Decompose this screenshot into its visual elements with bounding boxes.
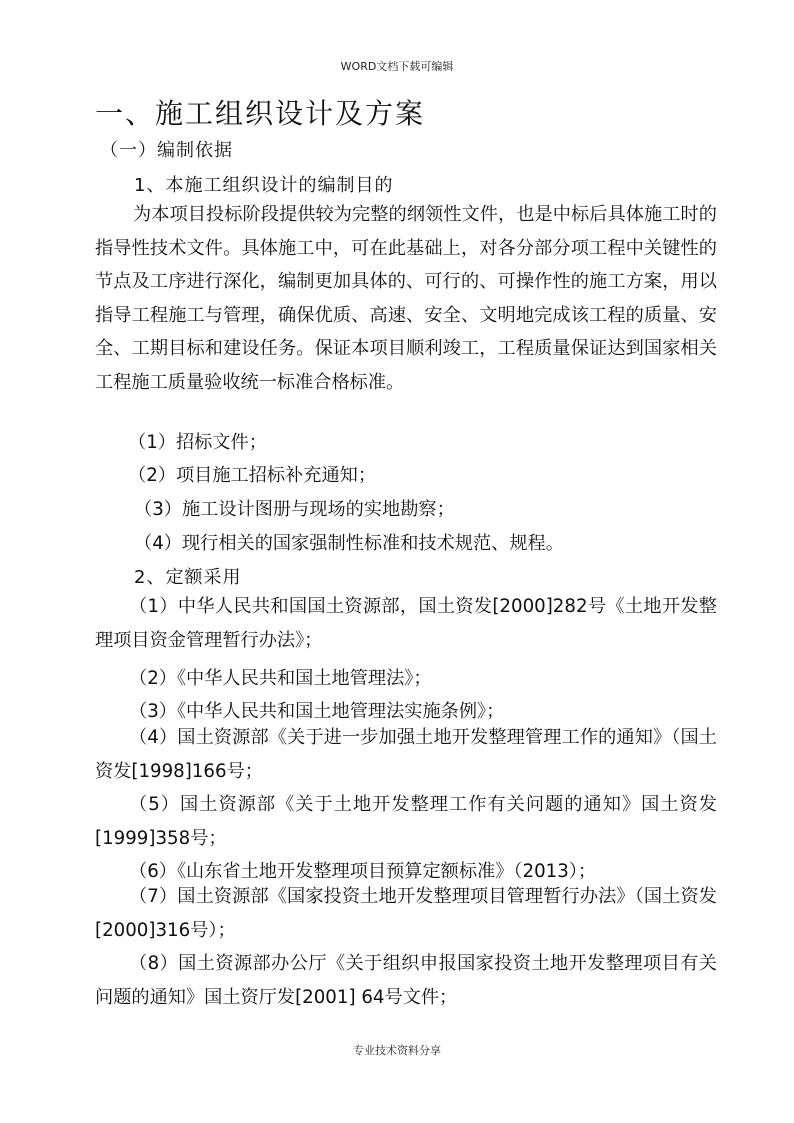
subsection-heading-purpose: 1、本施工组织设计的编制目的 [134, 175, 394, 196]
quota-item: （7）国土资源部《国家投资土地开发整理项目管理暂行办法》（国土资发[2000]316号）； [95, 886, 717, 941]
quota-item: （6）《山东省土地开发整理项目预算定额标准》（2013）； [129, 861, 597, 882]
subsection-heading-quota: 2、定额采用 [134, 567, 242, 588]
chapter-title: 一、施工组织设计及方案 [95, 97, 426, 130]
basis-item: （1）招标文件； [128, 432, 267, 453]
basis-item: （2）项目施工招标补充通知； [128, 465, 377, 486]
quota-item: （5）国土资源部《关于土地开发整理工作有关问题的通知》国土资发[1999]358号； [95, 794, 717, 849]
basis-item: （3）施工设计图册与现场的实地勘察； [134, 499, 455, 520]
page-footer: 专业技术资料分享 [353, 1044, 441, 1057]
section-heading: （一）编制依据 [100, 140, 233, 161]
page-header: WORD文档下载可编辑 [340, 60, 454, 73]
quota-item: （8）国土资源部办公厅《关于组织申报国家投资土地开发整理项目有关问题的通知》国土资厅发[2001] 64号文件； [95, 953, 717, 1008]
quota-item: （1）中华人民共和国国土资源部，国土资发[2000]282号《土地开发整理项目资金管理暂行办法》； [95, 596, 717, 651]
quota-item: （2）《中华人民共和国土地管理法》； [129, 668, 432, 689]
quota-item: （3）《中华人民共和国土地管理法实施条例》； [129, 701, 505, 722]
quota-item: （4）国土资源部《关于进一步加强土地开发整理管理工作的通知》（国土资发[1998]166号； [95, 727, 717, 782]
purpose-paragraph: 为本项目投标阶段提供较为完整的纲领性文件，也是中标后具体施工时的指导性技术文件。具体施工中，可在此基础上，对各分部分项工程中关键性的节点及工序进行深化，编制更加具体的、可行的、可操作性的施工方案，用以指导工程施工与管理，确保优质、高速、安全、文明地完成该工程的质量、安全、工期目标和建设任务。保证本项目顺利竣工，工程质量保证达到国家相关工程施工质量验收统一标准合格标准。 [95, 204, 717, 393]
basis-item: （4）现行相关的国家强制性标准和技术规范、规程。 [134, 533, 564, 554]
